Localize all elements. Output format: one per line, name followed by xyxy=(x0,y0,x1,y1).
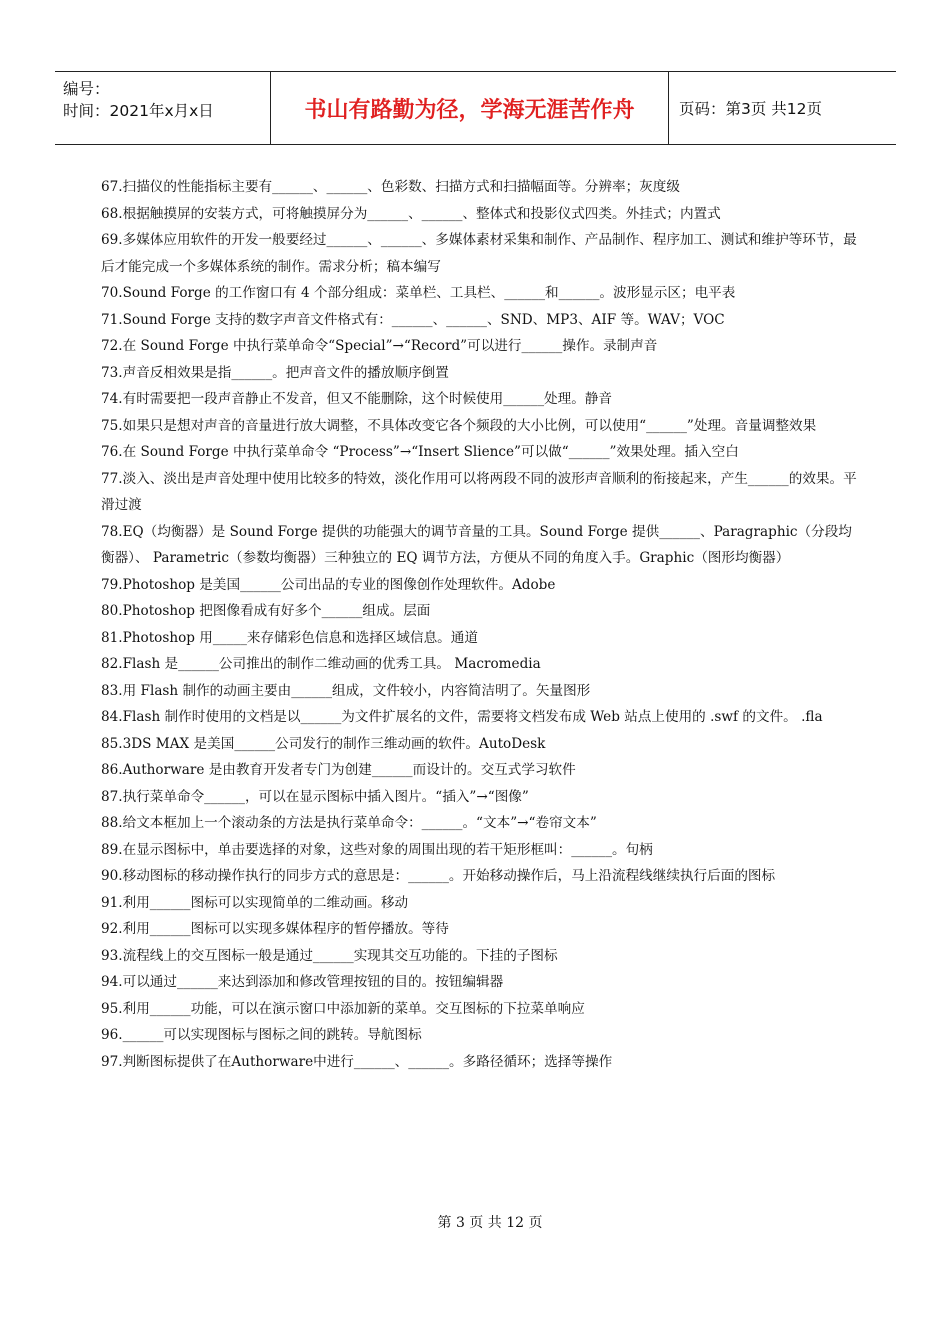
question-item: 90.移动图标的移动操作执行的同步方式的意思是：______。开始移动操作后，马上沿流程线继续执行后面的图标 xyxy=(101,868,776,884)
question-item: 87.执行菜单命令______，可以在显示图标中插入图片。“插入”→“图像” xyxy=(101,788,529,805)
question-item: 74.有时需要把一段声音静止不发音，但又不能删除，这个时候使用______处理。静音 xyxy=(101,391,612,407)
question-item: 94.可以通过______来达到添加和修改管理按钮的目的。按钮编辑器 xyxy=(101,974,504,990)
question-item: 75.如果只是想对声音的音量进行放大调整，不具体改变它各个频段的大小比例，可以使用“______”处理。音量调整效果 xyxy=(101,417,817,434)
question-item: 91.利用______图标可以实现简单的二维动画。移动 xyxy=(101,894,409,911)
question-item: 80.Photoshop 把图像看成有好多个______组成。层面 xyxy=(101,603,431,619)
question-item: 72.在 Sound Forge 中执行菜单命令“Special”→“Record”可以进行______操作。录制声音 xyxy=(101,338,658,354)
question-item: 68.根据触摸屏的安装方式，可将触摸屏分为______、______、整体式和投影仪式四类。外挂式；内置式 xyxy=(101,205,721,222)
question-item: 81.Photoshop 用_____来存储彩色信息和选择区域信息。通道 xyxy=(101,629,478,646)
question-item: 77.淡入、淡出是声音处理中使用比较多的特效，淡化作用可以将两段不同的波形声音顺利的衔接起来，产生______的效果。平滑过渡 xyxy=(101,470,857,513)
document-time: 时间：2021年x月x日 xyxy=(63,102,214,120)
page-footer: 第 3 页 共 12 页 xyxy=(437,1215,543,1231)
question-item: 67.扫描仪的性能指标主要有______、______、色彩数、扫描方式和扫描幅面等。分辨率；灰度级 xyxy=(101,179,680,195)
question-item: 76.在 Sound Forge 中执行菜单命令 “Process”→“Insert Slience”可以做“______”效果处理。插入空白 xyxy=(101,444,739,460)
question-item: 89.在显示图标中，单击要选择的对象，这些对象的周围出现的若干矩形框叫：______。句柄 xyxy=(101,841,653,858)
question-item: 93.流程线上的交互图标一般是通过______实现其交互功能的。下挂的子图标 xyxy=(101,947,558,964)
question-item: 71.Sound Forge 支持的数字声音文件格式有：______、______、SND、MP3、AIF 等。WAV；VOC xyxy=(101,311,725,328)
question-item: 83.用 Flash 制作的动画主要由______组成，文件较小，内容简洁明了。矢量图形 xyxy=(101,682,591,699)
page-header xyxy=(55,71,896,145)
question-item: 85.3DS MAX 是美国______公司发行的制作三维动画的软件。AutoDesk xyxy=(101,735,546,752)
question-list xyxy=(101,174,861,1075)
question-item: 97.判断图标提供了在Authorware中进行______、______。多路径循环；选择等操作 xyxy=(101,1053,613,1070)
question-item: 73.声音反相效果是指______。把声音文件的播放顺序倒置 xyxy=(101,364,449,381)
question-item: 69.多媒体应用软件的开发一般要经过______、______、多媒体素材采集和制作、产品制作、程序加工、测试和维护等环节，最后才能完成一个多媒体系统的制作。需求分析；稿本编写 xyxy=(101,232,857,275)
question-item: 86.Authorware 是由教育开发者专门为创建______而设计的。交互式学习软件 xyxy=(101,762,576,778)
question-item: 78.EQ（均衡器）是 Sound Forge 提供的功能强大的调节音量的工具。Sound Forge 提供______、Paragraphic（分段均衡器）、 Parametric（参数均衡器）三种独立的 EQ 调节方法，方便从不同的角度入手。Graphic（图形均衡器） xyxy=(101,523,852,566)
question-item: 88.给文本框加上一个滚动条的方法是执行菜单命令：______。“文本”→“卷帘文本” xyxy=(101,815,597,831)
header-motto: 书山有路勤为径，学海无涯苦作舟 xyxy=(270,72,669,144)
question-item: 82.Flash 是______公司推出的制作二维动画的优秀工具。 Macromedia xyxy=(101,656,541,672)
header-page-number: 页码：第3页 共12页 xyxy=(679,100,823,118)
question-item: 70.Sound Forge 的工作窗口有 4 个部分组成：菜单栏、工具栏、______和______。波形显示区；电平表 xyxy=(101,285,736,301)
document-number: 编号： xyxy=(63,80,110,98)
header-info xyxy=(55,72,270,144)
question-item: 92.利用______图标可以实现多媒体程序的暂停播放。等待 xyxy=(101,921,449,937)
question-item: 96.______可以实现图标与图标之间的跳转。导航图标 xyxy=(101,1027,422,1043)
question-item: 79.Photoshop 是美国______公司出品的专业的图像创作处理软件。Adobe xyxy=(101,576,556,593)
question-item: 95.利用______功能，可以在演示窗口中添加新的菜单。交互图标的下拉菜单响应 xyxy=(101,1000,585,1017)
question-item: 84.Flash 制作时使用的文档是以______为文件扩展名的文件，需要将文档发布成 Web 站点上使用的 .swf 的文件。 .fla xyxy=(101,709,823,725)
